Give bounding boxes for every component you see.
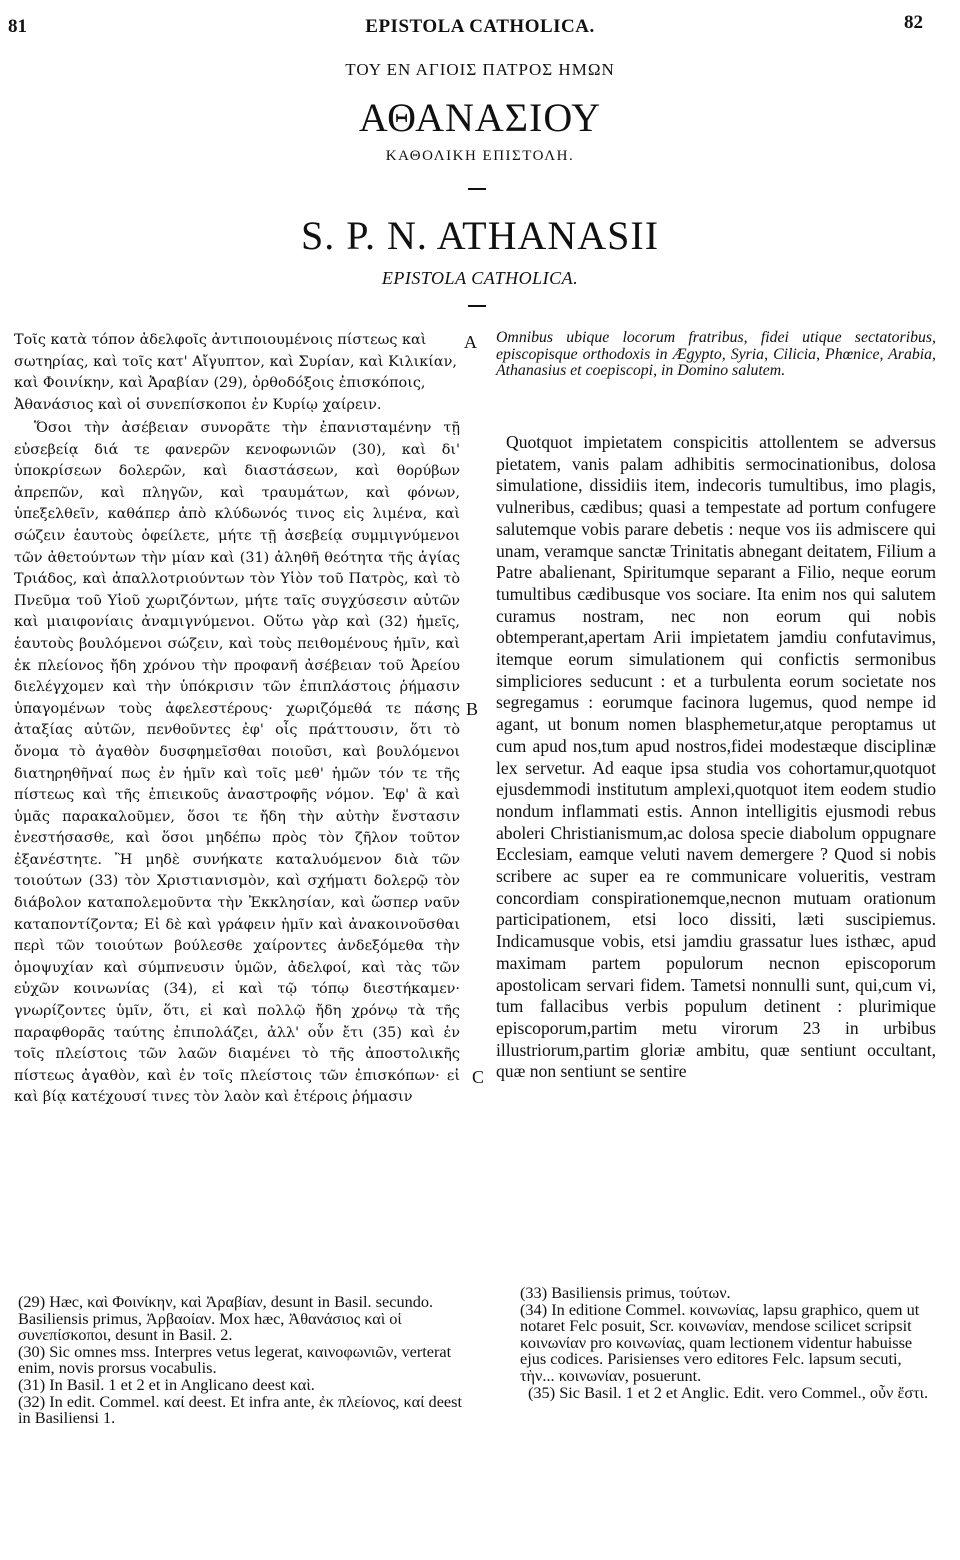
- footnote-34: (34) In editione Commel. κοινωνίας, lapsu graphico, quem ut notaret Felc posuit, Scr. κοινωνίαν, mendose scilicet scripsit κοινωνίαν pro κοινωνίας, quam lectionem videntur habuisse ejus codices. Parisienses vero editores Felc. lapsum secuti, τὴν... κοινωνίαν, posuerunt.: [520, 1299, 920, 1385]
- footnote-29: (29) Hæc, καὶ Φοινίκην, καὶ Ἀραβίαν, desunt in Basil. secundo. Basiliensis primus, Ἀρβαοίαν. Mox hæc, Ἀθανάσιος καὶ οἱ συνεπίσκοποι, desunt in Basil. 2.: [18, 1292, 434, 1345]
- greek-title-line-3: ΚΑΘΟΛΙΚΗ ΕΠΙΣΤΟΛΗ.: [385, 148, 575, 164]
- right-page-number: 82: [904, 12, 923, 33]
- latin-body: Quotquot impietatem conspicitis attollentem se adversus pietatem, vanis palam adhibitis sermocinationibus, dolosa simulatione, dissidiis item, indecoris tumultibus, imo plagis, vulneribus, cædibus; quasi a tempestate ad portum confugere salutemque vobis parare debetis : neque vos iis admiscere qui unam, veramque sanctæ Trinitatis abnegant deitatem, Filium a Patre abalienant, Spiritumque separant a Filio, neque eorum tumultibus cædibusque vos sociare. Ita enim nos qui salutem curamus nostram, nec non eorum qui nobis obtemperant,apertam Arii impietatem jamdiu confutavimus, itemque eorum simulationem qui confictis sermonibus simpliciores seducunt : et a turbulenta eorum societate nos segregamus : eorumque facinora lugemus, quod nempe id agant, ut bonum nomen blasphemetur,atque peroptamus ut cum apud nos,tum apud nostros,fidei modestæque disciplinæ lex servetur. Ad eaque ipsa studia vos cohortamur,quotquot ejusdemmodi institutum amplexi,quotquot item eodem studio nondum inflammati estis. Annon intelligitis ejusmodi rebus aboleri Christianismum,ac dolosa specie diabolum oppugnare Ecclesiam, eamque veluti navem demergere ? Quod si nobis scribere ac super ea re communicare volueritis, vestram concordiam conspirationemque,necnon mutuam orationum participationem, etsi loco dissiti, læti suscipiemus. Indicamusque vobis, etsi jamdiu grassatur lues isthæc, apud maximam partem populorum necnon episcoporum apostolicam servari fidem. Tametsi nonnulli sunt, qui,cum vi, tum fallacibus verbis populum detinent : plurimique episcoporum,partim metu virorum 23 in urbibus illustriorum,partim gloriæ ambitu, quæ sentiunt occultant, quæ non sentiunt se sentire: [496, 432, 936, 1082]
- footnotes-right: [520, 1285, 940, 1401]
- running-title: EPISTOLA CATHOLICA.: [365, 16, 595, 37]
- latin-title-subtitle: EPISTOLA CATHOLICA.: [381, 268, 579, 288]
- latin-address: Omnibus ubique locorum fratribus, fidei utique sectatoribus, episcopisque orthodoxis in Ægypto, Syria, Cilicia, Phœnice, Arabia, Athanasius et coepiscopi, in Domino salutem.: [496, 329, 936, 379]
- footnote-33: (33) Basiliensis primus, τούτων.: [520, 1283, 731, 1302]
- left-page-number: 81: [8, 16, 27, 37]
- greek-address: Τοῖς κατὰ τόπον ἀδελφοῖς ἀντιποιουμένοις πίστεως καὶ σωτηρίας, καὶ τοῖς κατ' Αἴγυπτον, καὶ Συρίαν, καὶ Κιλικίαν, καὶ Φοινίκην, καὶ Ἀραβίαν (29), ὀρθοδόξοις ἐπισκόποις, Ἀθανάσιος καὶ οἱ συνεπίσκοποι ἐν Κυρίῳ χαίρειν.: [14, 332, 457, 413]
- footnote-35: (35) Sic Basil. 1 et 2 et Anglic. Edit. vero Commel., οὖν ἔστι.: [528, 1382, 929, 1402]
- margin-marker-a: A: [464, 332, 477, 352]
- margin-marker-b: B: [466, 699, 479, 719]
- footnote-31: (31) In Basil. 1 et 2 et in Anglicano deest καὶ.: [18, 1374, 315, 1394]
- latin-title-name: S. P. N. ATHANASII: [300, 213, 660, 258]
- greek-title-name: ΑΘΑΝΑΣΙΟΥ: [358, 95, 602, 140]
- footnotes-left: [18, 1294, 470, 1427]
- title-divider-2: [468, 305, 486, 307]
- greek-title-line-1: ΤΟΥ ΕΝ ΑΓΙΟΙΣ ΠΑΤΡΟΣ ΗΜΩΝ: [345, 60, 615, 79]
- title-divider-1: [468, 188, 486, 190]
- margin-marker-c: C: [472, 1067, 485, 1087]
- greek-body: Ὅσοι τὴν ἀσέβειαν συνορᾶτε τὴν ἐπανισταμένην τῇ εὐσεβείᾳ διά τε φανερῶν κενοφωνιῶν (30), καὶ δι' ὑποκρίσεων δολερῶν, καὶ διαστάσεων, καὶ θορύβων ἀπρεπῶν, καὶ πληγῶν, καὶ τραυμάτων, καὶ φόνων, ὑπεξελθεῖν, καθάπερ ἀπὸ κλύδωνός τινος εἰς λιμένα, καὶ σώζειν ἑαυτοὺς ὀφείλετε, μήτε τῇ ἀσεβείᾳ συμμιγνύμενοι τῶν ἀθετούντων τὴν μίαν καὶ (31) ἀληθῆ θεότητα τῆς ἁγίας Τριάδος, καὶ ἀπαλλοτριούντων τὸν Υἱὸν τοῦ Πατρὸς, καὶ τὸ Πνεῦμα τοῦ Υἱοῦ χωριζόντων, μήτε ταῖς συγχύσεσιν αὐτῶν καὶ μιαιφονίαις ἀναμιγνύμενοι. Οὕτω γὰρ καὶ (32) ἡμεῖς, ἑαυτοὺς βουλόμενοι σώζειν, καὶ τοὺς πειθομένους ἡμῖν, καὶ ἐκ πλείονος ἤδη χρόνου τὴν προφανῆ ἀσέβειαν τοῦ Ἀρείου διελέγχομεν καὶ τὴν ὑπόκρισιν τῶν ἐπιπλάστοις ῥήμασιν ὑπαγομένων τοὺς ἀφελεστέρους· χωριζόμεθά τε πάσης ἀταξίας αὐτῶν, πενθοῦντες ἐφ' οἷς πράττουσιν, ὅτι τὸ ὄνομα τὸ ἀγαθὸν δυσφημεῖσθαι ποιοῦσι, καὶ βουλόμενοι διατηρηθῆναί πως ἐν ἡμῖν καὶ τοῖς μεθ' ἡμῶν τόν τε τῆς πίστεως καὶ τῆς ἐπιεικοῦς ἀναστροφῆς νόμον. Ἐφ' ἃ καὶ ὑμᾶς παρακαλοῦμεν, ὅσοι τε ἤδη τὴν αὐτὴν ἔνστασιν ἐνεστήσασθε, καὶ ὅσοι μηδέπω πρὸς τὸν ζῆλον τοῦτον ἐξανέστητε. Ἢ μηδὲ συνήκατε καταλυόμενον διὰ τῶν τοιούτων (33) τὸν Χριστιανισμὸν, καὶ σχήματι δολερῷ τὸν διάβολον καταπολεμοῦντα τὴν Ἐκκλησίαν, καὶ ὥσπερ ναῦν καταποντίζοντα; Εἰ δὲ καὶ γράφειν ἡμῖν καὶ ἀνακοινοῦσθαι περὶ τῶν τοιούτων βούλεσθε χαίροντες ἀνδεξόμεθα τὴν ὁμοψυχίαν καὶ σύμπνευσιν ὑμῶν, ἀδελφοί, καὶ τὰς τῶν εὐχῶν κοινωνίας (34), εἰ καὶ τῷ τόπῳ διεστήκαμεν· γνωρίζοντες ὑμῖν, ὅτι, εἰ καὶ πολλῷ ἤδη χρόνῳ τὰ τῆς παραφθορᾶς ταύτης ἐπιπολάζει, ἀλλ' οὖν ἔτι (35) καὶ ἐν τοῖς πλείστοις τῶν λαῶν διαμένει τὸ τῆς ἀποστολικῆς πίστεως ἀγαθὸν, καὶ ἐν τοῖς πλείστοις τῶν ἐπισκόπων· εἰ καὶ βίᾳ κατέχουσί τινες τὸν λαὸν καὶ ἑτέροις ῥήμασιν: [14, 420, 460, 1106]
- footnote-30: (30) Sic omnes mss. Interpres vetus legerat, καινοφωνιῶν, verterat enim, novis prorsus vocabulis.: [18, 1341, 452, 1378]
- footnote-32: (32) In edit. Commel. καί deest. Et infra ante, ἐκ πλείονος, καί deest in Basiliensi 1.: [18, 1391, 463, 1428]
